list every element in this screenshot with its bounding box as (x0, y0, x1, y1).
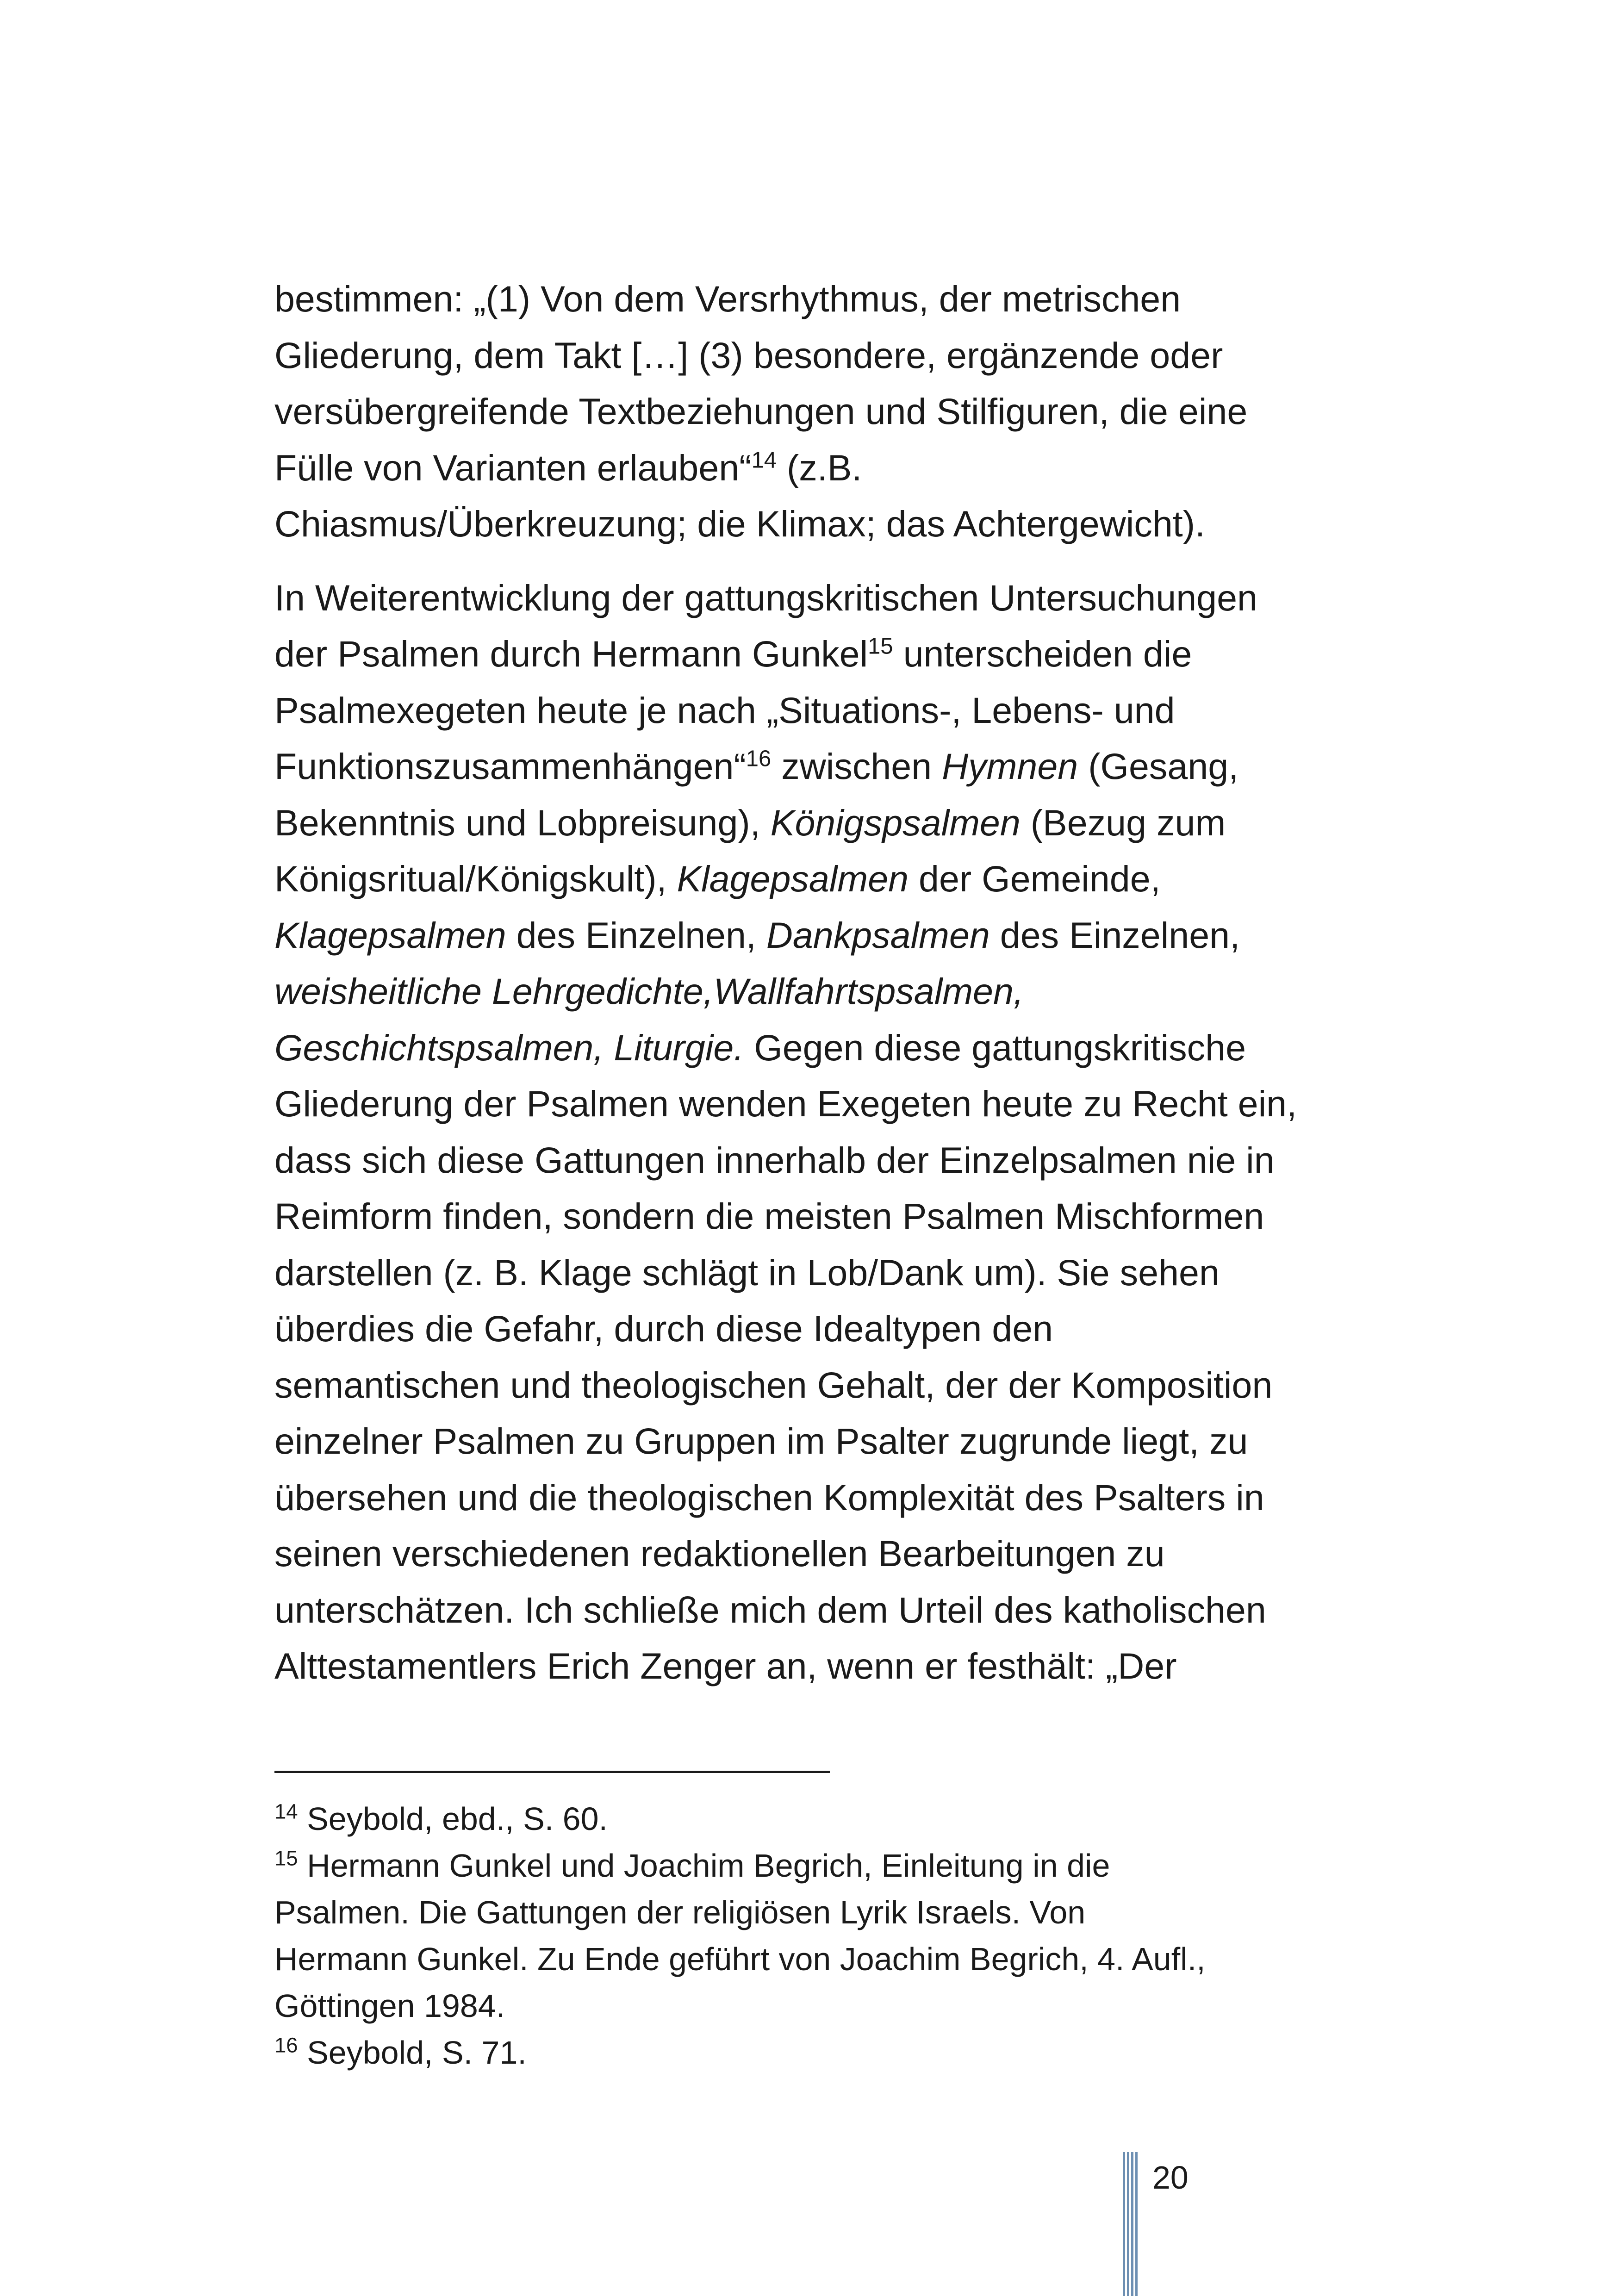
text-segment: Fülle von Varianten erlauben“ (274, 447, 752, 488)
text-line (274, 626, 1376, 682)
footnote-line (274, 1936, 1376, 1983)
text-line (274, 1638, 1376, 1694)
italic-text: Klagepsalmen (274, 914, 506, 956)
text-segment: der Gemeinde, (909, 858, 1161, 899)
footnote-number: 16 (274, 2033, 298, 2057)
text-line (274, 1076, 1376, 1132)
text-line (274, 271, 1376, 327)
text-segment: des Einzelnen, (989, 914, 1240, 956)
text-segment: der Psalmen durch Hermann Gunkel (274, 633, 868, 674)
text-line (274, 907, 1376, 964)
text-segment: darstellen (z. B. Klage schlägt in Lob/Dank um). Sie sehen (274, 1251, 1220, 1293)
text-segment: versübergreifende Textbeziehungen und Stilfiguren, die eine (274, 391, 1248, 432)
italic-text: Dankpsalmen (766, 914, 990, 956)
text-line (274, 1132, 1376, 1188)
page-number: 20 (1152, 2159, 1189, 2196)
text-segment: In Weiterentwicklung der gattungskritischen Untersuchungen (274, 577, 1257, 618)
footnote-text: Psalmen. Die Gattungen der religiösen Lyrik Israels. Von (274, 1894, 1086, 1930)
footnote (274, 2029, 1376, 2076)
text-segment: Chiasmus/Überkreuzung; die Klimax; das Achtergewicht). (274, 503, 1205, 544)
text-segment: des Einzelnen, (506, 914, 766, 956)
text-segment: semantischen und theologischen Gehalt, der der Komposition (274, 1364, 1273, 1406)
text-line (274, 851, 1376, 907)
text-segment: unterschätzen. Ich schließe mich dem Urteil des katholischen (274, 1589, 1266, 1630)
text-line (274, 1300, 1376, 1357)
footnote-reference: 15 (868, 634, 893, 659)
footnote-line (274, 1889, 1376, 1936)
text-segment: unterscheiden die (893, 633, 1192, 674)
text-segment: Alttestamentlers Erich Zenger an, wenn er festhält: „Der (274, 1645, 1177, 1686)
text-line (274, 496, 1376, 552)
footnote-number: 15 (274, 1846, 298, 1870)
text-line (274, 1020, 1376, 1076)
text-segment: übersehen und die theologischen Komplexität des Psalters in (274, 1476, 1264, 1518)
text-segment: Funktionszusammenhängen“ (274, 746, 746, 787)
footnote (274, 1842, 1376, 2029)
footnote-number: 14 (274, 1799, 298, 1823)
text-line (274, 1357, 1376, 1413)
paragraph (274, 570, 1376, 1694)
footnote-text: Hermann Gunkel. Zu Ende geführt von Joachim Begrich, 4. Aufl., (274, 1941, 1206, 1977)
text-segment: bestimmen: „(1) Von dem Versrhythmus, der metrischen (274, 278, 1181, 319)
text-segment: Bekenntnis und Lobpreisung), (274, 802, 771, 843)
text-segment: einzelner Psalmen zu Gruppen im Psalter zugrunde liegt, zu (274, 1420, 1248, 1462)
text-line (274, 795, 1376, 851)
text-line (274, 682, 1376, 739)
page-number-bar (1123, 2152, 1139, 2296)
text-segment: Psalmexegeten heute je nach „Situations-, Lebens- und (274, 689, 1175, 731)
footnote-text: Seybold, S. 71. (307, 2035, 527, 2071)
text-segment: Gliederung, dem Takt […] (3) besondere, ergänzende oder (274, 334, 1223, 376)
italic-text: Geschichtspsalmen, Liturgie. (274, 1027, 744, 1068)
footnote-text: Seybold, ebd., S. 60. (307, 1801, 608, 1837)
body-text (274, 271, 1376, 1694)
text-line (274, 327, 1376, 384)
text-segment: dass sich diese Gattungen innerhalb der Einzelpsalmen nie in (274, 1139, 1275, 1181)
text-line (274, 963, 1376, 1020)
text-segment: überdies die Gefahr, durch diese Idealtypen den (274, 1308, 1053, 1349)
footnote-line (274, 1983, 1376, 2029)
text-line (274, 570, 1376, 626)
text-segment: seinen verschiedenen redaktionellen Bearbeitungen zu (274, 1533, 1165, 1574)
footnote-text: Hermann Gunkel und Joachim Begrich, Einleitung in die (307, 1848, 1110, 1884)
italic-text: weisheitliche Lehrgedichte,Wallfahrtspsalmen, (274, 971, 1024, 1012)
text-segment: zwischen (771, 746, 942, 787)
footnote-line (274, 2029, 1376, 2076)
footnote-text: Göttingen 1984. (274, 1988, 505, 2024)
footnote-reference: 16 (746, 746, 772, 772)
italic-text: Königspsalmen (770, 802, 1021, 843)
footnote-line (274, 1796, 1376, 1842)
footnote-reference: 14 (751, 448, 777, 473)
italic-text: Hymnen (942, 746, 1078, 787)
footnotes (274, 1796, 1376, 2076)
text-segment: Gliederung der Psalmen wenden Exegeten heute zu Recht ein, (274, 1083, 1297, 1124)
text-line (274, 1188, 1376, 1244)
text-line (274, 383, 1376, 440)
text-line (274, 1582, 1376, 1638)
paragraph (274, 271, 1376, 552)
text-line (274, 440, 1376, 496)
text-line (274, 1413, 1376, 1469)
text-segment: (Bezug zum (1020, 802, 1226, 843)
footnote-line (274, 1842, 1376, 1889)
text-segment: Königsritual/Königskult), (274, 858, 677, 899)
text-line (274, 738, 1376, 795)
text-segment: Reimform finden, sondern die meisten Psalmen Mischformen (274, 1195, 1264, 1237)
footnote-separator (274, 1771, 830, 1773)
footnote (274, 1796, 1376, 1842)
italic-text: Klagepsalmen (677, 858, 909, 899)
text-line (274, 1469, 1376, 1526)
text-segment: Gegen diese gattungskritische (744, 1027, 1246, 1068)
text-line (274, 1525, 1376, 1582)
text-segment: (z.B. (777, 447, 862, 488)
text-segment: (Gesang, (1078, 746, 1239, 787)
text-line (274, 1244, 1376, 1301)
